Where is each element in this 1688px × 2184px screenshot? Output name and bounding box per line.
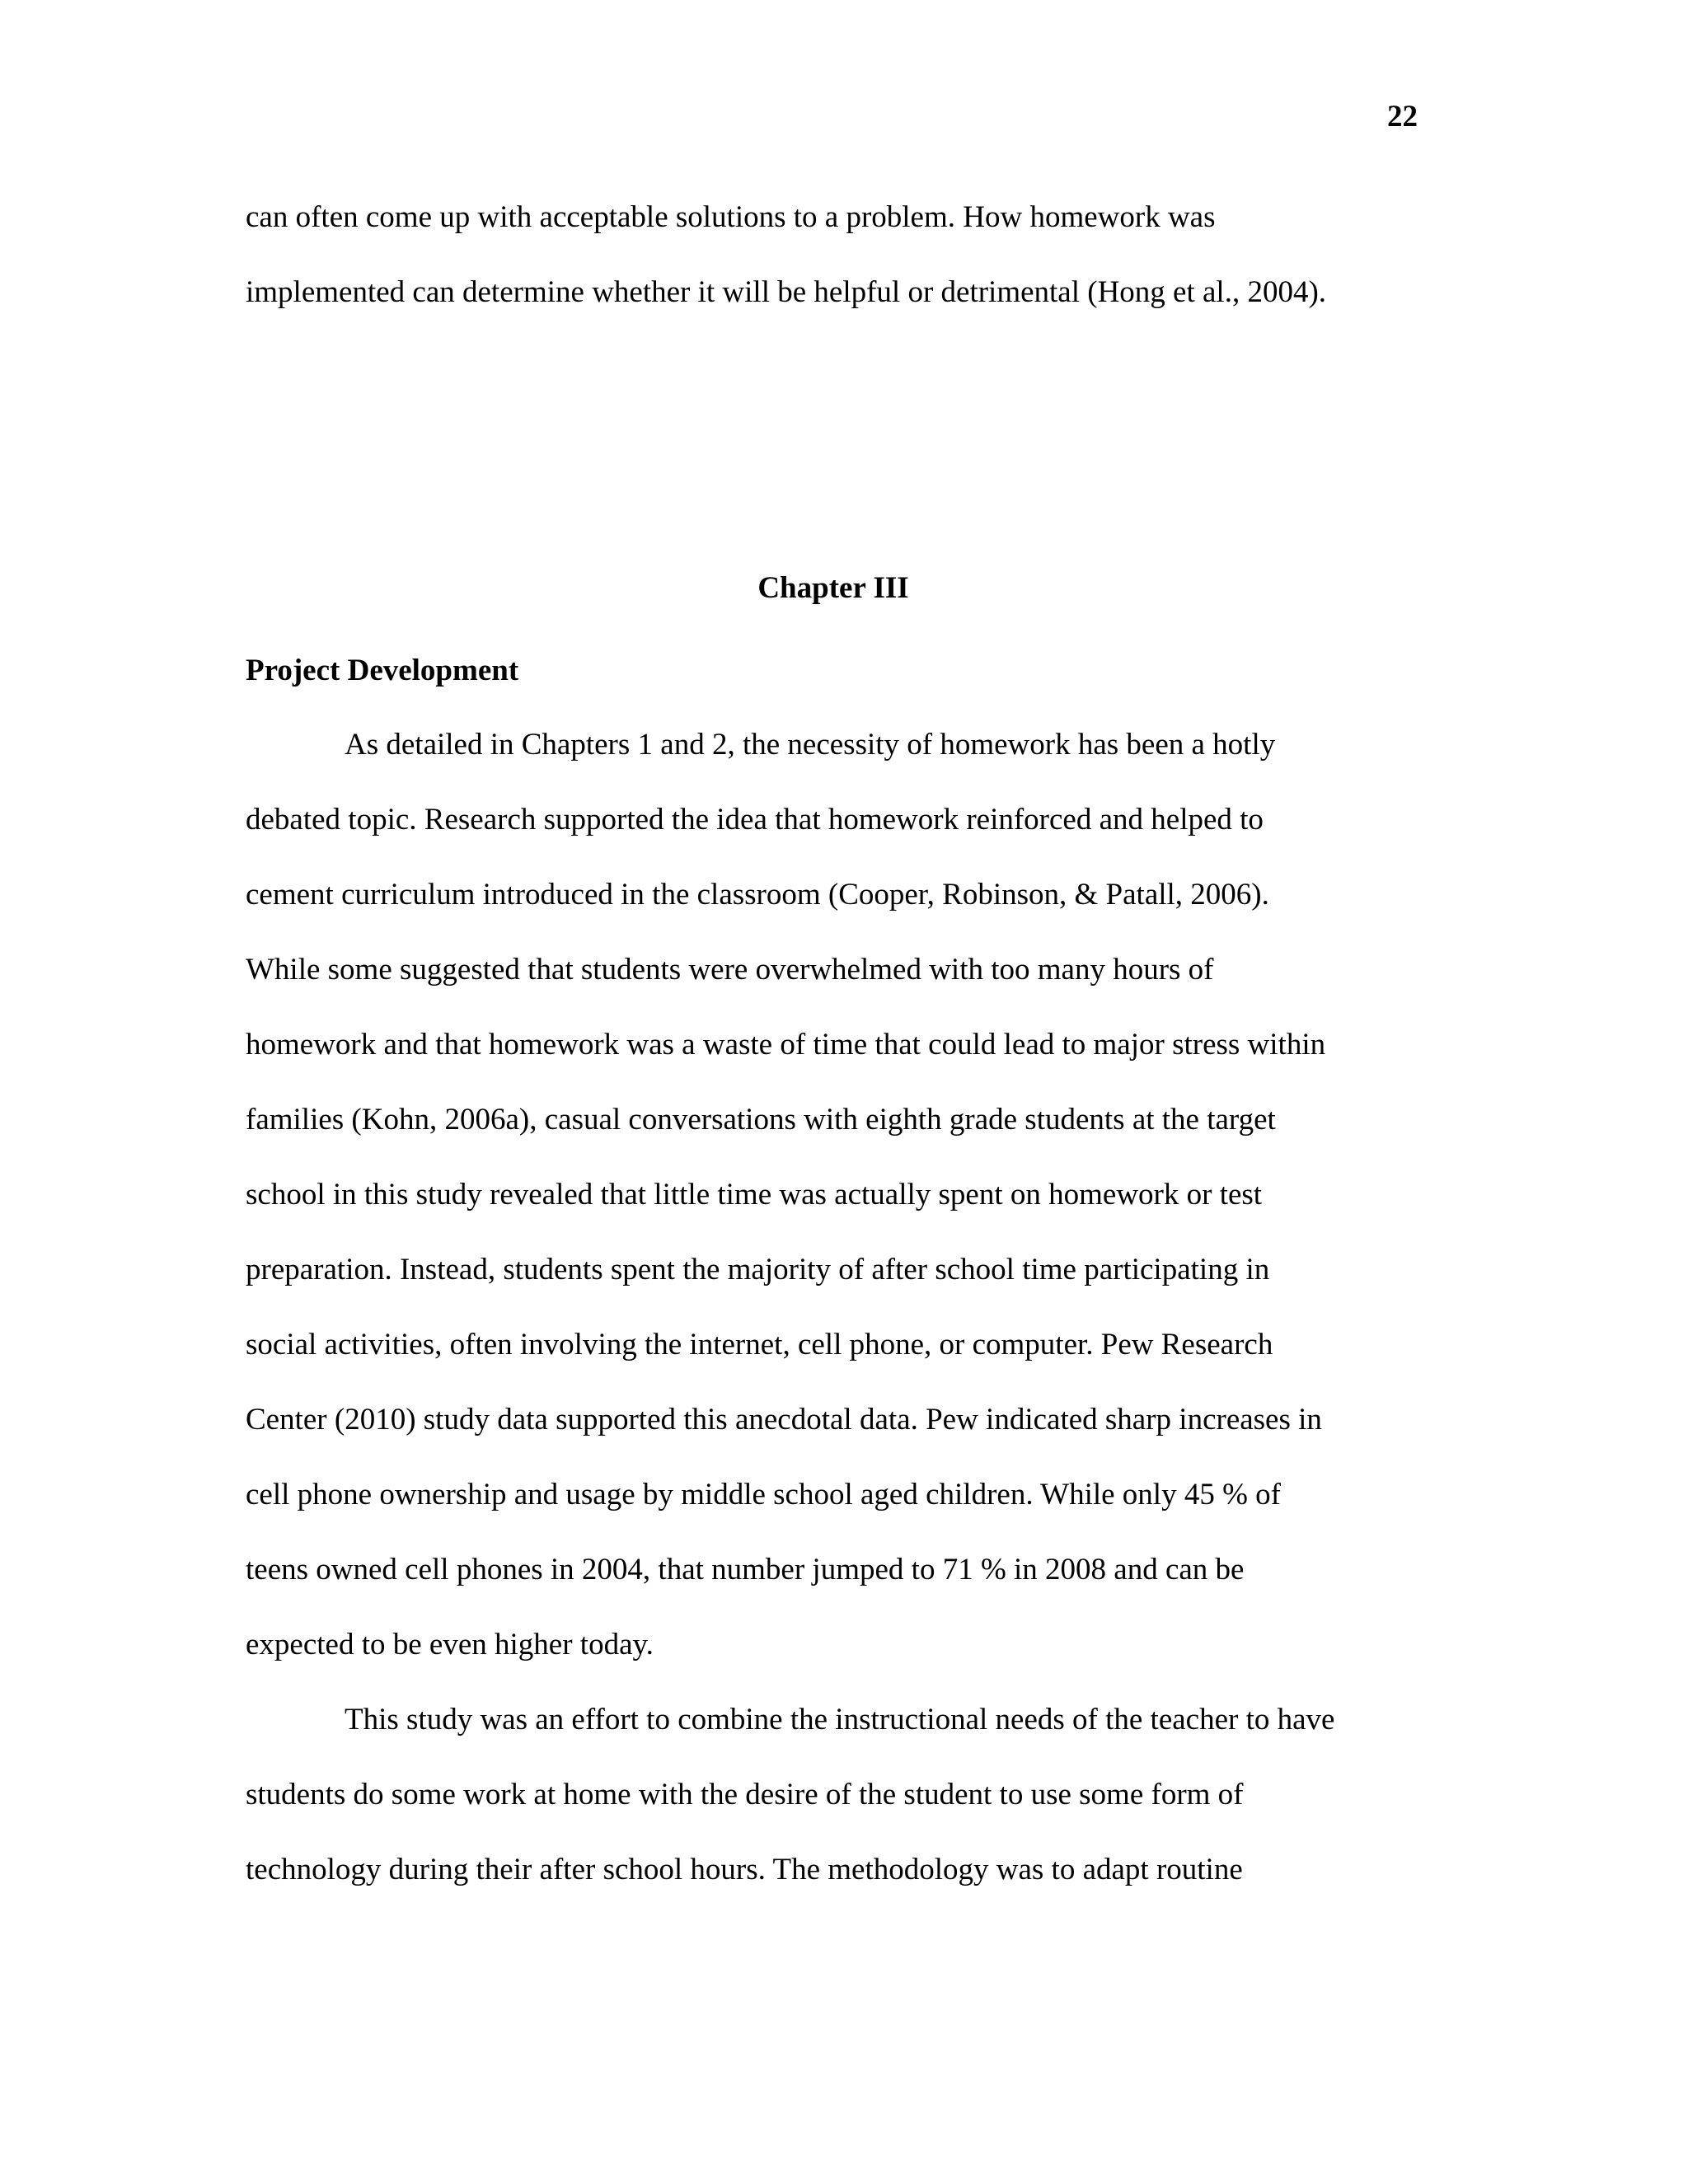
section-heading: Project Development xyxy=(246,654,519,687)
text-line: teens owned cell phones in 2004, that number jumped to 71 % in 2008 and can be xyxy=(246,1553,1245,1586)
page-number: 22 xyxy=(1387,100,1418,134)
text-line: cell phone ownership and usage by middle school aged children. While only 45 % of xyxy=(246,1478,1281,1511)
text-line: social activities, often involving the internet, cell phone, or computer. Pew Research xyxy=(246,1328,1273,1361)
text-line: While some suggested that students were overwhelmed with too many hours of xyxy=(246,953,1214,987)
text-line: homework and that homework was a waste of time that could lead to major stress within xyxy=(246,1028,1326,1062)
text-line: implemented can determine whether it will be helpful or detrimental (Hong et al., 2004). xyxy=(246,275,1327,309)
text-line: families (Kohn, 2006a), casual conversations with eighth grade students at the target xyxy=(246,1103,1276,1137)
text-line: As detailed in Chapters 1 and 2, the necessity of homework has been a hotly xyxy=(345,728,1276,762)
text-line: preparation. Instead, students spent the majority of after school time participating in xyxy=(246,1253,1270,1286)
text-line: This study was an effort to combine the instructional needs of the teacher to have xyxy=(345,1703,1335,1736)
text-line: expected to be even higher today. xyxy=(246,1628,654,1661)
text-line: students do some work at home with the desire of the student to use some form of xyxy=(246,1778,1244,1811)
text-line: Center (2010) study data supported this anecdotal data. Pew indicated sharp increases in xyxy=(246,1403,1322,1436)
text-line: cement curriculum introduced in the classroom (Cooper, Robinson, & Patall, 2006). xyxy=(246,878,1269,912)
text-line: technology during their after school hours. The methodology was to adapt routine xyxy=(246,1853,1243,1886)
text-line: school in this study revealed that little time was actually spent on homework or test xyxy=(246,1178,1263,1212)
text-line: debated topic. Research supported the idea that homework reinforced and helped to xyxy=(246,803,1264,837)
text-line: can often come up with acceptable solutions to a problem. How homework was xyxy=(246,200,1216,234)
chapter-heading: Chapter III xyxy=(757,571,909,605)
